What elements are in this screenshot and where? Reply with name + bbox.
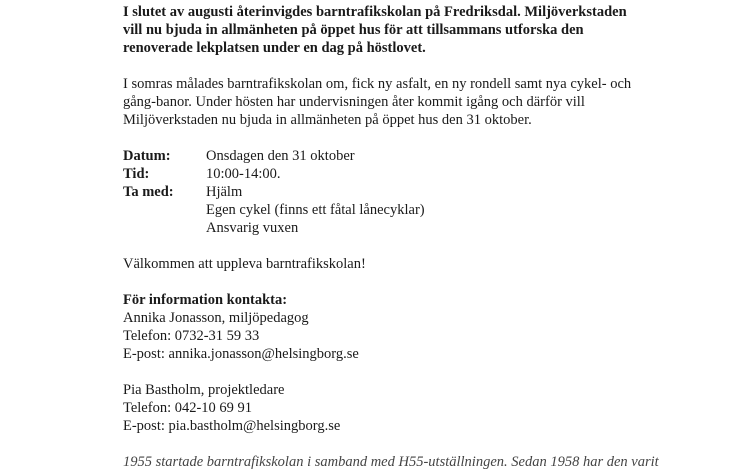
time-label: Tid: — [123, 166, 150, 182]
event-details — [123, 147, 643, 237]
contact-name: Annika Jonasson, miljöpedagog — [123, 310, 309, 326]
bring-row — [123, 183, 643, 237]
contact-email[interactable]: E-post: annika.jonasson@helsingborg.se — [123, 346, 359, 362]
bring-item: Ansvarig vuxen — [206, 220, 299, 236]
bring-list — [206, 183, 643, 237]
document-page — [123, 3, 659, 471]
lead-paragraph: I slutet av augusti återinvigdes barntrafikskolan på Fredriksdal. Miljöverkstaden vill nu bjuda in allmänheten på öppet hus för att tillsammans utforska den renoverade lekplatsen under en dag på höstlovet. — [123, 4, 627, 56]
date-label: Datum: — [123, 148, 171, 164]
contact-block-2 — [123, 381, 643, 435]
bring-item: Egen cykel (finns ett fåtal lånecyklar) — [206, 202, 425, 218]
date-value: Onsdagen den 31 oktober — [206, 148, 355, 164]
bring-item: Hjälm — [206, 184, 243, 200]
time-value: 10:00-14:00. — [206, 166, 281, 182]
footer-note: 1955 startade barntrafikskolan i samband med H55-utställningen. Sedan 1958 har den varit — [123, 454, 659, 470]
contact-block-1 — [123, 291, 643, 363]
welcome-text: Välkommen att uppleva barntrafikskolan! — [123, 256, 366, 272]
time-row — [123, 165, 643, 183]
contact-heading: För information kontakta: — [123, 292, 288, 308]
body-paragraph: I somras målades barntrafikskolan om, fick ny asfalt, en ny rondell samt nya cykel- och gång-banor. Under hösten har undervisningen åter kommit igång och därför vill Miljöverkstaden nu bjuda in allmänheten på öppet hus den 31 oktober. — [123, 76, 632, 128]
contact-phone: Telefon: 0732-31 59 33 — [123, 328, 260, 344]
date-row — [123, 147, 643, 165]
contact-phone: Telefon: 042-10 69 91 — [123, 400, 253, 416]
contact-name: Pia Bastholm, projektledare — [123, 382, 285, 398]
bring-label: Ta med: — [123, 184, 174, 200]
contact-email[interactable]: E-post: pia.bastholm@helsingborg.se — [123, 418, 341, 434]
